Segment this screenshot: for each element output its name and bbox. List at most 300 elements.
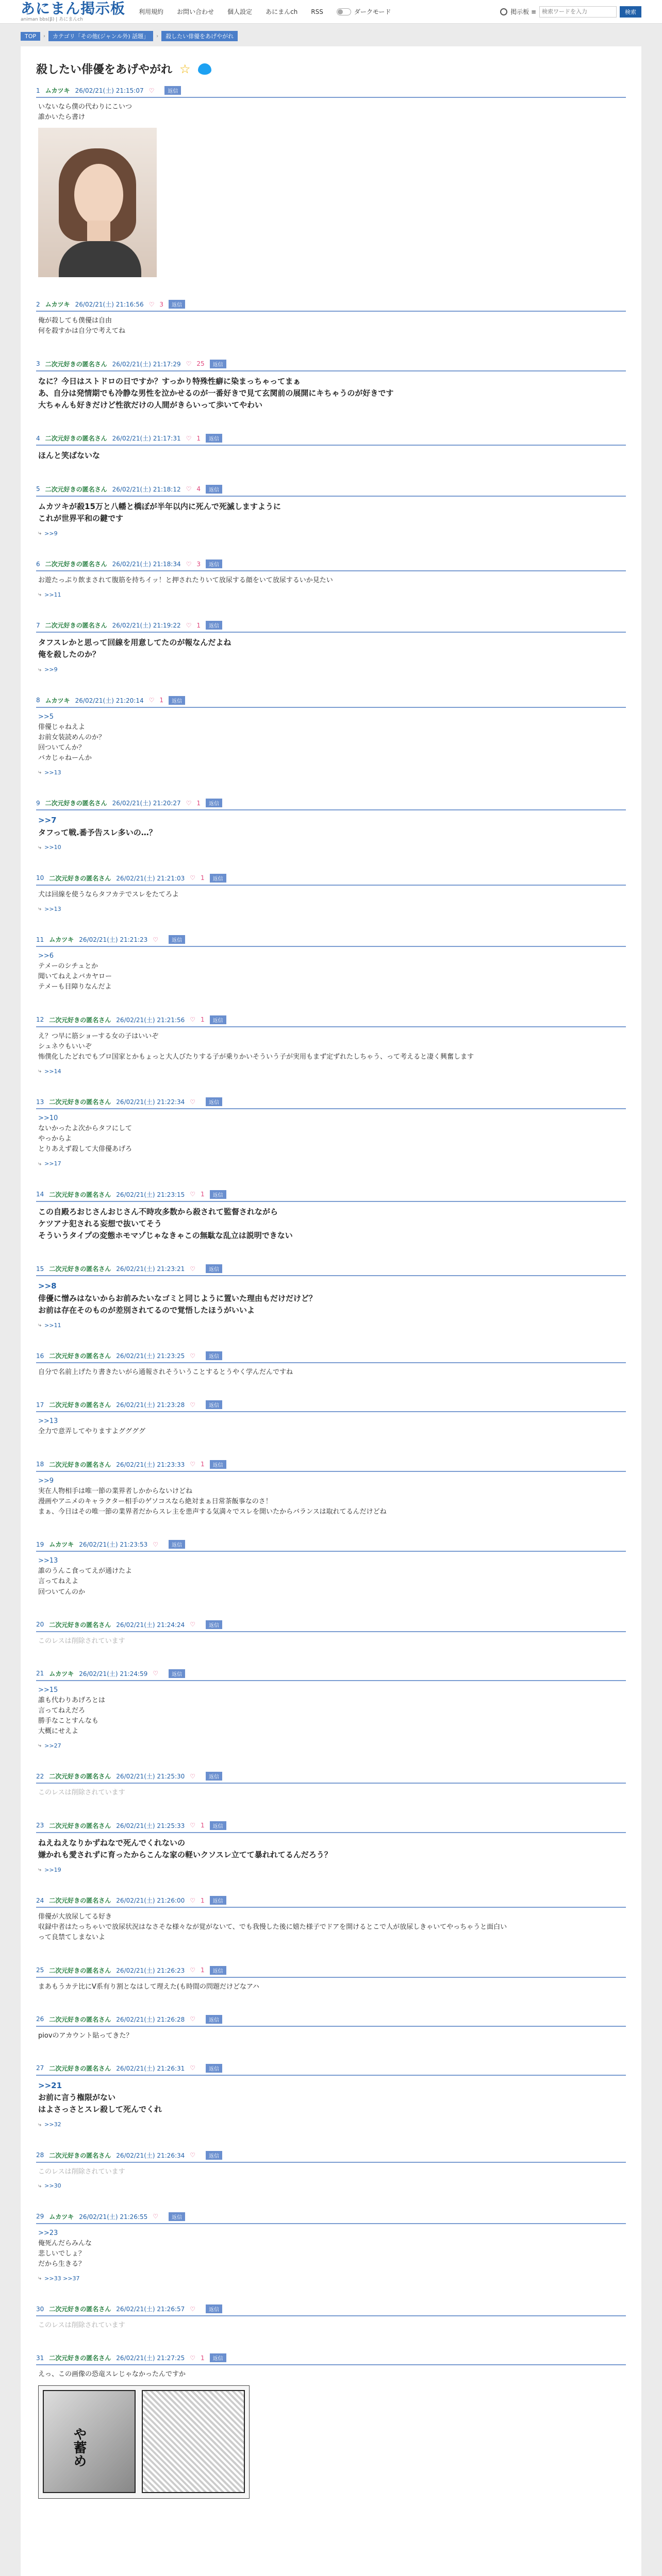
post-line: 俺が殺しても僕優は自由 [38, 317, 112, 325]
replies-text: >>13 [44, 905, 61, 912]
heart-icon[interactable]: ♡ [153, 2213, 159, 2221]
replies-link[interactable] [36, 1861, 626, 1873]
post-24 [36, 1896, 626, 1943]
reply-button[interactable]: 返信 [206, 799, 222, 807]
reply-button[interactable]: 返信 [169, 1540, 185, 1549]
post-header [36, 2015, 626, 2027]
replies-link[interactable] [36, 2177, 626, 2190]
replies-link[interactable] [36, 1737, 626, 1749]
post-line: 嫌かれも愛されずに育ったからこんな家の軽いクソスレ立てて暴れれてるんだろう？ [38, 1850, 332, 1859]
reply-button[interactable]: 返信 [169, 935, 185, 944]
reply-button[interactable]: 返信 [206, 485, 222, 494]
heart-count: 1 [201, 1822, 205, 1829]
post-number[interactable]: 14 [36, 1191, 44, 1198]
replies-link[interactable] [36, 1155, 626, 1167]
replies-link[interactable] [36, 764, 626, 776]
post-8 [36, 696, 626, 776]
reply-button[interactable]: 返信 [206, 1097, 222, 1106]
heart-icon[interactable]: ♡ [190, 2064, 196, 2072]
heart-icon[interactable]: ♡ [190, 1967, 196, 1974]
nav-animanch[interactable]: あにまんch [266, 8, 298, 15]
reply-button[interactable]: 返信 [206, 2151, 222, 2160]
heart-icon[interactable]: ♡ [190, 1098, 196, 1106]
post-body [36, 947, 626, 993]
replies-text: >>32 [44, 2121, 61, 2128]
post-line: ムカツキが殺15万と八幡と橋ぼが半年以内に死んで死滅しますように [38, 501, 281, 511]
post-header [36, 2064, 626, 2076]
heart-icon[interactable]: ♡ [190, 2015, 196, 2023]
post-line: 聞いてねえよバカヤロー [38, 973, 112, 981]
post-number[interactable]: 29 [36, 2213, 44, 2221]
post-body [36, 1027, 626, 1062]
heart-icon[interactable]: ♡ [186, 621, 192, 629]
post-line: 俺死んだらみんな [38, 2239, 92, 2247]
post-body [36, 312, 626, 336]
post-date: 26/02/21(土) 21:25:30 [116, 1773, 185, 1781]
reply-button[interactable]: 返信 [206, 1400, 222, 1409]
heart-icon[interactable]: ♡ [190, 1822, 196, 1829]
heart-count: 1 [201, 2354, 205, 2362]
post-number[interactable]: 4 [36, 434, 40, 442]
post-header [36, 360, 626, 371]
twitter-icon[interactable] [198, 63, 211, 75]
post-number[interactable]: 16 [36, 1352, 44, 1360]
post-date: 26/02/21(土) 21:16:56 [75, 301, 144, 309]
post-author: 二次元好きの匿名さん [49, 1967, 111, 1974]
post-header [36, 1460, 626, 1472]
post-13 [36, 1097, 626, 1167]
post-line: 誰も代わりあげろとは [38, 1696, 106, 1704]
post-author: 二次元好きの匿名さん [45, 561, 107, 568]
heart-icon[interactable]: ♡ [148, 697, 155, 704]
post-line: 誰のうんこ食ってえが通けたよ [38, 1567, 133, 1575]
breadcrumb [0, 24, 662, 46]
replies-text: >>11 [44, 591, 61, 598]
thread-container [21, 46, 641, 2576]
replies-text: >>14 [44, 1067, 61, 1075]
post-number[interactable]: 22 [36, 1772, 44, 1780]
post-author: 二次元好きの匿名さん [49, 1897, 111, 1905]
post-number[interactable]: 19 [36, 1540, 44, 1548]
post-body [36, 1681, 626, 1737]
post-body [36, 2224, 626, 2270]
post-author: 二次元好きの匿名さん [49, 2064, 111, 2072]
post-date: 26/02/21(土) 21:26:34 [116, 2151, 185, 2159]
post-body [36, 1472, 626, 1518]
heart-count: 1 [201, 1191, 205, 1198]
reply-arrow-icon: ⤷ [38, 2275, 42, 2282]
post-date: 26/02/21(土) 21:23:33 [116, 1461, 185, 1468]
post-3 [36, 360, 626, 412]
post-number[interactable]: 18 [36, 1461, 44, 1468]
post-header [36, 434, 626, 446]
post-line: 大概にせえよ [38, 1727, 79, 1736]
heart-icon[interactable]: ♡ [186, 560, 192, 568]
post-date: 26/02/21(土) 21:17:31 [112, 435, 181, 443]
heart-count: 1 [196, 434, 201, 442]
post-number[interactable]: 31 [36, 2354, 44, 2362]
anchor-link[interactable]: >>5 [38, 713, 54, 721]
post-number[interactable]: 11 [36, 936, 44, 943]
post-4 [36, 434, 626, 462]
post-header [36, 2151, 626, 2163]
post-line: タフスレかと思って回線を用意してたのが報なんだよね [38, 638, 231, 648]
reply-arrow-icon: ⤷ [38, 1321, 42, 1329]
post-number[interactable]: 23 [36, 1822, 44, 1829]
post-date: 26/02/21(土) 21:26:00 [116, 1897, 185, 1905]
post-line: このレスは削除されています [38, 2321, 125, 2330]
reply-button[interactable]: 返信 [206, 1264, 222, 1273]
post-line: タフって戦.番予告スレ多いの…？ [38, 827, 157, 837]
portrait-face [74, 164, 123, 226]
heart-count: 1 [201, 1461, 205, 1468]
site-logo[interactable] [21, 2, 125, 22]
reply-button[interactable]: 返信 [210, 1966, 226, 1975]
reply-button[interactable]: 返信 [206, 2015, 222, 2024]
post-author: 二次元好きの匿名さん [45, 622, 107, 630]
post-date: 26/02/21(土) 21:21:56 [116, 1016, 185, 1024]
post-date: 26/02/21(土) 21:20:14 [75, 697, 144, 704]
post-body [36, 2027, 626, 2041]
reply-button[interactable]: 返信 [210, 1190, 226, 1199]
reply-arrow-icon: ⤷ [38, 666, 42, 673]
post-number[interactable]: 26 [36, 2015, 44, 2023]
post-line: 誰かいたら書け [38, 113, 86, 122]
post-number[interactable]: 2 [36, 300, 40, 308]
anchor-link[interactable]: >>21 [38, 2080, 62, 2090]
post-number[interactable]: 1 [36, 87, 40, 94]
post-line: この自殿ろおじさんおじさん不時攻多数から殺されて監督されながら [38, 1207, 278, 1216]
post-header [36, 300, 626, 312]
toggle-switch-icon [337, 8, 351, 15]
post-number[interactable]: 20 [36, 1621, 44, 1629]
post-header [36, 485, 626, 497]
post-6 [36, 560, 626, 598]
anchor-link[interactable]: >>10 [38, 1114, 58, 1123]
post-line: ねえねえなりかずねなで死んでくれないの [38, 1838, 186, 1848]
post-body [36, 633, 626, 661]
post-number[interactable]: 5 [36, 485, 40, 493]
heart-icon[interactable]: ♡ [153, 936, 159, 943]
post-number[interactable]: 17 [36, 1401, 44, 1409]
post-number[interactable]: 27 [36, 2064, 44, 2072]
post-date: 26/02/21(土) 21:23:25 [116, 1352, 185, 1360]
post-body [36, 1276, 626, 1316]
post-author: ムカツキ [45, 301, 70, 309]
post-number[interactable]: 8 [36, 697, 40, 704]
post-header [36, 696, 626, 708]
post-23 [36, 1821, 626, 1874]
search-area [500, 6, 641, 18]
post-image[interactable] [38, 128, 157, 277]
reply-button[interactable]: 返信 [206, 1620, 222, 1629]
replies-link[interactable] [36, 1062, 626, 1075]
post-number[interactable]: 15 [36, 1265, 44, 1273]
post-body [36, 1784, 626, 1798]
post-header [36, 1097, 626, 1109]
heart-icon[interactable]: ♡ [190, 1265, 196, 1273]
post-line: 漫画やアニメのキャラクター相手のゲソコスなら絶対まぁ日常茶飯事なのさ！ [38, 1497, 272, 1505]
post-number[interactable]: 25 [36, 1967, 44, 1974]
post-date: 26/02/21(土) 21:26:23 [116, 1967, 185, 1974]
post-28 [36, 2151, 626, 2190]
search-scope[interactable]: 掲示板 ≡ [510, 8, 536, 15]
heart-icon[interactable]: ♡ [148, 87, 155, 94]
post-line: 怖僕化したどれでもプロ国家とかもょっと大人びたりする子が乗りかいそういう子が実用もまず定ずれたしちゃう、って考えると凄く興奮します [38, 1053, 474, 1061]
post-number[interactable]: 13 [36, 1098, 44, 1106]
anchor-link[interactable]: >>23 [38, 2229, 58, 2237]
post-number[interactable]: 10 [36, 874, 44, 882]
post-body [36, 2163, 626, 2177]
post-date: 26/02/21(土) 21:26:55 [79, 2213, 148, 2221]
reply-button[interactable]: 返信 [210, 2353, 226, 2362]
post-line: 収録中者はたっちゃいで放尿状況はなさそな様々なが覚がないて、でも我慢した後に嬉た様子でドアを開けるとこで人が放尿しきゃいてやっちゃうと面白い [38, 1923, 507, 1931]
replies-link[interactable] [36, 661, 626, 673]
post-line: 回ついてんのか [38, 1588, 86, 1596]
nav-contact[interactable]: お問い合わせ [177, 8, 214, 15]
post-header [36, 2353, 626, 2365]
post-body [36, 1978, 626, 1992]
reply-button[interactable]: 返信 [206, 2304, 222, 2313]
reply-button[interactable]: 返信 [164, 86, 181, 95]
heart-icon[interactable]: ♡ [190, 1016, 196, 1024]
breadcrumb-thread[interactable]: 殺したい俳優をあげやがれ [161, 31, 238, 41]
anchor-link[interactable]: >>6 [38, 952, 54, 960]
replies-text: >>17 [44, 1160, 61, 1167]
replies-link[interactable] [36, 2116, 626, 2128]
anchor-link[interactable]: >>8 [38, 1281, 57, 1291]
post-date: 26/02/21(土) 21:23:15 [116, 1191, 185, 1198]
heart-icon[interactable]: ♡ [190, 1772, 196, 1780]
heart-icon[interactable]: ♡ [148, 300, 155, 308]
post-15 [36, 1264, 626, 1329]
replies-link[interactable] [36, 2269, 626, 2282]
post-7 [36, 621, 626, 673]
post-header [36, 1966, 626, 1978]
reply-arrow-icon: ⤷ [38, 1742, 42, 1749]
post-12 [36, 1015, 626, 1075]
post-author: 二次元好きの匿名さん [49, 2306, 111, 2313]
heart-count: 3 [196, 560, 201, 568]
post-line: 何を殺すかは自分で考えてね [38, 327, 126, 335]
replies-link[interactable] [36, 1316, 626, 1329]
nav-terms[interactable]: 利用規約 [139, 8, 164, 15]
post-line: テメーも目障りなんだよ [38, 983, 112, 991]
heart-icon[interactable]: ♡ [190, 1401, 196, 1409]
post-date: 26/02/21(土) 21:18:12 [112, 485, 181, 493]
heart-icon[interactable]: ♡ [153, 1670, 159, 1677]
post-line: あ、自分は発情期でも冷静な男性を泣かせるのが一番好きで見て玄関前の展開にキちゃうのが好きです [38, 388, 394, 398]
manga-panel2 [142, 2390, 245, 2493]
dark-mode-label: ダークモード [354, 8, 391, 15]
heart-icon[interactable]: ♡ [186, 434, 192, 442]
post-header [36, 621, 626, 633]
heart-icon[interactable]: ♡ [153, 1540, 159, 1548]
post-date: 26/02/21(土) 21:23:21 [116, 1265, 185, 1273]
post-line: だから生きる？ [38, 2260, 86, 2268]
anchor-link[interactable]: >>15 [38, 1686, 58, 1694]
post-number[interactable]: 3 [36, 360, 40, 368]
post-date: 26/02/21(土) 21:23:28 [116, 1401, 185, 1409]
post-author: ムカツキ [45, 697, 70, 704]
post-body [36, 810, 626, 839]
post-body [36, 1363, 626, 1378]
heart-icon[interactable]: ♡ [186, 485, 192, 493]
heart-count: 1 [159, 697, 164, 704]
replies-link[interactable] [36, 839, 626, 851]
heart-icon[interactable]: ♡ [190, 2354, 196, 2362]
post-line: このレスは削除されています [38, 1789, 125, 1797]
reply-button[interactable]: 返信 [210, 360, 226, 368]
logo-text: あにまん掲示板 [21, 0, 126, 17]
post-number[interactable]: 30 [36, 2305, 44, 2313]
reply-button[interactable]: 返信 [169, 1669, 185, 1678]
replies-link[interactable] [36, 586, 626, 598]
anchor-link[interactable]: >>9 [38, 1477, 54, 1485]
post-number[interactable]: 9 [36, 799, 40, 807]
heart-icon[interactable]: ♡ [190, 2151, 196, 2159]
heart-icon[interactable]: ♡ [190, 1896, 196, 1904]
post-line: これが世界平和の鍵です [38, 513, 124, 523]
post-number[interactable]: 21 [36, 1670, 44, 1677]
post-body [36, 1908, 626, 1943]
post-line: 実在人物相手は唯一節の業界者しかからないけどね [38, 1487, 193, 1495]
heart-icon[interactable]: ♡ [190, 874, 196, 882]
post-line: piovのアカウント貼ってきた？ [38, 2031, 133, 2040]
reply-button[interactable]: 返信 [210, 1460, 226, 1469]
anchor-link[interactable]: >>13 [38, 1557, 58, 1565]
post-line: 回ついてんか？ [38, 744, 86, 752]
search-input[interactable] [539, 6, 617, 18]
post-number[interactable]: 6 [36, 560, 40, 568]
post-header [36, 1821, 626, 1833]
post-author: 二次元好きの匿名さん [49, 1016, 111, 1024]
reply-button[interactable]: 返信 [206, 1772, 222, 1781]
post-number[interactable]: 24 [36, 1896, 44, 1904]
replies-text: >>19 [44, 1866, 61, 1873]
heart-icon[interactable]: ♡ [190, 1461, 196, 1468]
post-number[interactable]: 28 [36, 2151, 44, 2159]
post-body [36, 1632, 626, 1647]
post-line: 全力で意弄してやりますよググググ [38, 1428, 146, 1436]
breadcrumb-top[interactable]: TOP [21, 32, 40, 41]
post-date: 26/02/21(土) 21:19:22 [112, 622, 181, 630]
reply-button[interactable]: 返信 [206, 1351, 222, 1360]
post-line: やっからよ [38, 1135, 72, 1143]
post-line: 勝手なことすんなも [38, 1717, 99, 1725]
post-author: ムカツキ [49, 2213, 74, 2221]
reply-button[interactable]: 返信 [169, 300, 185, 309]
reply-button[interactable]: 返信 [206, 560, 222, 568]
nav-rss[interactable]: RSS [311, 8, 323, 15]
post-number[interactable]: 12 [36, 1016, 44, 1024]
post-22 [36, 1772, 626, 1798]
post-line: まぁ、今日はその唯一節の業界者だからスレ主を患声する気満々でスレを開いたからバランスは取れてるんだけどね [38, 1507, 387, 1516]
post-line: シュネウもいいぞ [38, 1042, 92, 1050]
post-author: 二次元好きの匿名さん [49, 1191, 111, 1198]
heart-icon[interactable]: ♡ [190, 2305, 196, 2313]
post-9 [36, 799, 626, 851]
post-body [36, 2316, 626, 2331]
post-image[interactable] [38, 2385, 250, 2499]
post-header [36, 874, 626, 886]
replies-link[interactable] [36, 900, 626, 912]
post-line: なに？今日はストドロの日ですか？すっかり特殊性癖に染まっちゃってまぁ [38, 376, 301, 386]
star-icon[interactable]: ☆ [179, 61, 191, 76]
heart-icon[interactable]: ♡ [190, 1352, 196, 1360]
top-bar [0, 0, 662, 24]
chevron-right-icon: › [156, 33, 159, 39]
post-author: 二次元好きの匿名さん [45, 360, 107, 368]
post-line: いないなら僕の代わりにこいつ [38, 103, 133, 111]
post-line: えっ、この画像の恐竜スレじゃなかったんですか [38, 2370, 186, 2379]
heart-count: 4 [196, 485, 201, 493]
reply-arrow-icon: ⤷ [38, 1160, 42, 1167]
replies-link[interactable] [36, 524, 626, 537]
post-line: って良禁てしまないよ [38, 1934, 106, 1942]
anchor-link[interactable]: >>13 [38, 1417, 58, 1426]
post-header [36, 2304, 626, 2316]
dark-mode-toggle[interactable] [337, 7, 391, 16]
post-line: とりあえず殺して大俳優あげろ [38, 1145, 133, 1154]
post-author: 二次元好きの匿名さん [49, 2354, 111, 2362]
reply-button[interactable]: 返信 [210, 1896, 226, 1905]
post-body [36, 1552, 626, 1598]
anchor-link[interactable]: >>7 [38, 816, 57, 825]
replies-text: >>10 [44, 844, 61, 851]
replies-text: >>13 [44, 769, 61, 776]
post-body [36, 886, 626, 900]
thread-header [36, 61, 626, 77]
post-5 [36, 485, 626, 537]
post-author: 二次元好きの匿名さん [49, 1773, 111, 1781]
heart-count: 1 [196, 799, 201, 807]
post-body [36, 371, 626, 412]
post-author: ムカツキ [49, 936, 74, 944]
post-date: 26/02/21(土) 21:21:23 [79, 936, 148, 944]
reply-button[interactable]: 返信 [210, 1821, 226, 1830]
heart-icon[interactable]: ♡ [186, 799, 192, 807]
reply-arrow-icon: ⤷ [38, 769, 42, 776]
post-header [36, 1400, 626, 1412]
heart-icon[interactable]: ♡ [186, 360, 192, 368]
post-line: 俺を殺したのか？ [38, 650, 101, 659]
post-line: 悲しいでしょ？ [38, 2250, 86, 2258]
reply-button[interactable]: 返信 [206, 434, 222, 443]
search-button[interactable]: 検索 [620, 6, 641, 18]
heart-icon[interactable]: ♡ [190, 1191, 196, 1198]
post-number[interactable]: 7 [36, 621, 40, 629]
reply-button[interactable]: 返信 [206, 2064, 222, 2073]
reply-button[interactable]: 返信 [169, 696, 185, 705]
post-2 [36, 300, 626, 336]
nav-settings[interactable]: 個人設定 [227, 8, 253, 15]
post-25 [36, 1966, 626, 1992]
reply-button[interactable]: 返信 [210, 1015, 226, 1024]
post-date: 26/02/21(土) 21:20:27 [112, 800, 181, 807]
post-26 [36, 2015, 626, 2041]
manga-text: や蓄め [71, 2427, 87, 2467]
reply-button[interactable]: 返信 [169, 2212, 185, 2221]
post-line: 言ってねえよ [38, 1578, 79, 1586]
breadcrumb-category[interactable]: カテゴリ「その他(ジャンル外) 話題」 [48, 31, 153, 41]
reply-button[interactable]: 返信 [206, 621, 222, 630]
heart-icon[interactable]: ♡ [190, 1621, 196, 1629]
post-line: ないかったよ次からタフにして [38, 1125, 133, 1133]
post-date: 26/02/21(土) 21:24:24 [116, 1621, 185, 1629]
post-body [36, 446, 626, 462]
reply-button[interactable]: 返信 [210, 874, 226, 883]
